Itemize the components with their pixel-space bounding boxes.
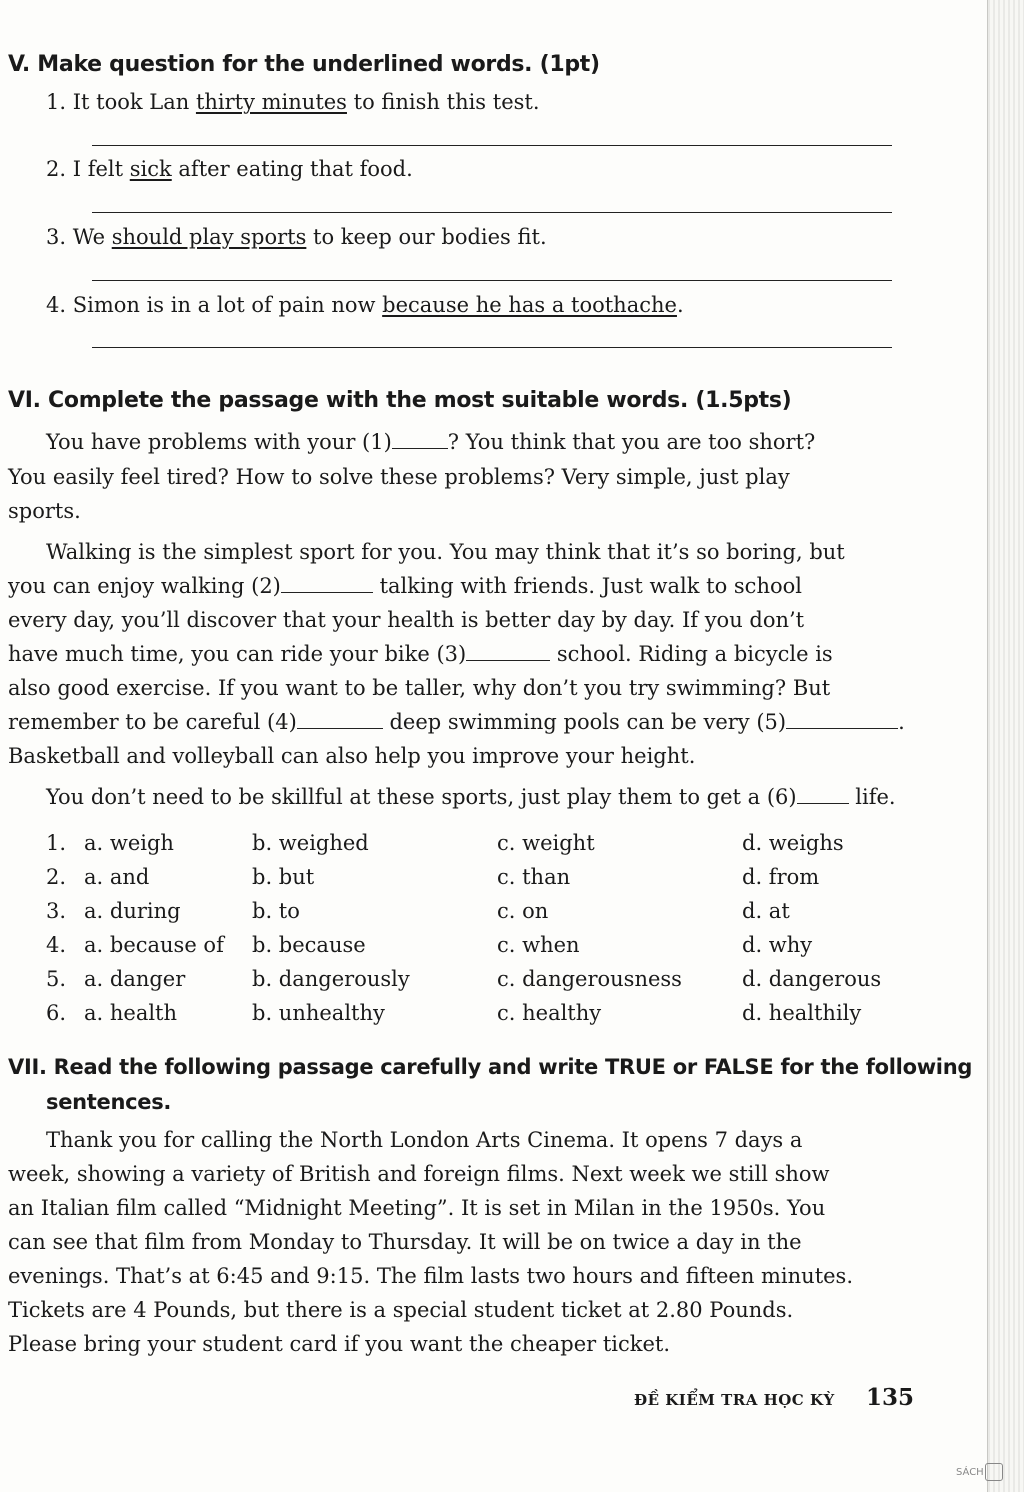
option-3b[interactable]: b. to bbox=[252, 899, 300, 923]
section-5-heading: V. Make question for the underlined words. (1pt) bbox=[8, 52, 600, 77]
reading-line-3: an Italian film called “Midnight Meeting”. It is set in Milan in the 1950s. You bbox=[8, 1196, 826, 1220]
option-4c[interactable]: c. when bbox=[497, 933, 580, 957]
passage-line-11: You don’t need to be skillful at these sports, just play them to get a (6) life. bbox=[46, 785, 896, 809]
blank-4[interactable] bbox=[297, 710, 383, 729]
reading-line-1: Thank you for calling the North London Arts Cinema. It opens 7 days a bbox=[46, 1128, 803, 1152]
passage-line-1: You have problems with your (1) ? You think that you are too short? bbox=[46, 430, 816, 454]
blank-2[interactable] bbox=[281, 574, 373, 593]
section-7-heading: VII. Read the following passage carefully and write TRUE or FALSE for the following bbox=[8, 1055, 973, 1079]
passage-line-7: have much time, you can ride your bike (3) school. Riding a bicycle is bbox=[8, 642, 833, 666]
passage-line-2: You easily feel tired? How to solve these problems? Very simple, just play bbox=[8, 465, 790, 489]
reading-line-6: Tickets are 4 Pounds, but there is a special student ticket at 2.80 Pounds. bbox=[8, 1298, 794, 1322]
reading-line-7: Please bring your student card if you want the cheaper ticket. bbox=[8, 1332, 671, 1356]
option-6d[interactable]: d. healthily bbox=[742, 1001, 862, 1025]
blank-3[interactable] bbox=[466, 642, 550, 661]
watermark-logo: SÁCH bbox=[956, 1463, 1003, 1481]
logo-icon bbox=[985, 1463, 1003, 1481]
section-7-heading-cont: sentences. bbox=[46, 1090, 172, 1114]
option-3c[interactable]: c. on bbox=[497, 899, 549, 923]
option-3a[interactable]: a. during bbox=[84, 899, 181, 923]
option-5b[interactable]: b. dangerously bbox=[252, 967, 410, 991]
passage-line-10: Basketball and volleyball can also help you improve your height. bbox=[8, 744, 696, 768]
option-4a[interactable]: a. because of bbox=[84, 933, 224, 957]
section-5-item-1: 1. It took Lan thirty minutes to finish this test. bbox=[46, 90, 540, 114]
section-5-item-3: 3. We should play sports to keep our bodies fit. bbox=[46, 225, 547, 249]
option-1b[interactable]: b. weighed bbox=[252, 831, 369, 855]
option-1a[interactable]: a. weigh bbox=[84, 831, 174, 855]
answer-line-3[interactable] bbox=[92, 280, 892, 281]
section-5-item-4: 4. Simon is in a lot of pain now because he has a toothache. bbox=[46, 293, 684, 317]
option-5d[interactable]: d. dangerous bbox=[742, 967, 882, 991]
option-6a[interactable]: a. health bbox=[84, 1001, 178, 1025]
reading-line-4: can see that film from Monday to Thursday. It will be on twice a day in the bbox=[8, 1230, 802, 1254]
blank-6[interactable] bbox=[797, 785, 849, 804]
option-2b[interactable]: b. but bbox=[252, 865, 315, 889]
answer-line-2[interactable] bbox=[92, 212, 892, 213]
option-5a[interactable]: a. danger bbox=[84, 967, 186, 991]
option-2a[interactable]: a. and bbox=[84, 865, 150, 889]
passage-line-3: sports. bbox=[8, 499, 81, 523]
blank-1[interactable] bbox=[392, 430, 448, 449]
passage-line-5: you can enjoy walking (2) talking with friends. Just walk to school bbox=[8, 574, 802, 598]
section-5-item-2: 2. I felt sick after eating that food. bbox=[46, 157, 413, 181]
book-edge bbox=[987, 0, 1024, 1492]
option-2d[interactable]: d. from bbox=[742, 865, 820, 889]
option-4b[interactable]: b. because bbox=[252, 933, 366, 957]
option-1d[interactable]: d. weighs bbox=[742, 831, 844, 855]
passage-line-8: also good exercise. If you want to be taller, why don’t you try swimming? But bbox=[8, 676, 831, 700]
passage-line-6: every day, you’ll discover that your health is better day by day. If you don’t bbox=[8, 608, 805, 632]
footer-title: ĐỀ KIỂM TRA HỌC KỲ bbox=[634, 1391, 835, 1409]
reading-line-5: evenings. That’s at 6:45 and 9:15. The film lasts two hours and fifteen minutes. bbox=[8, 1264, 854, 1288]
option-5c[interactable]: c. dangerousness bbox=[497, 967, 682, 991]
answer-line-4[interactable] bbox=[92, 347, 892, 348]
passage-line-9: remember to be careful (4) deep swimming pools can be very (5) . bbox=[8, 710, 905, 734]
page-number: 135 bbox=[866, 1384, 915, 1411]
option-6c[interactable]: c. healthy bbox=[497, 1001, 602, 1025]
passage-line-4: Walking is the simplest sport for you. You may think that it’s so boring, but bbox=[46, 540, 845, 564]
option-4d[interactable]: d. why bbox=[742, 933, 813, 957]
answer-line-1[interactable] bbox=[92, 145, 892, 146]
reading-line-2: week, showing a variety of British and foreign films. Next week we still show bbox=[8, 1162, 830, 1186]
option-3d[interactable]: d. at bbox=[742, 899, 790, 923]
option-6b[interactable]: b. unhealthy bbox=[252, 1001, 385, 1025]
option-1c[interactable]: c. weight bbox=[497, 831, 595, 855]
worksheet-page: V. Make question for the underlined words. (1pt) 1. It took Lan thirty minutes to finish this test. 2. I felt sick after eating that food. 3. We should play sports to keep our bodies fit. 4. Simon is in a lot of pain now because he has a toothache. VI. Complete the passage with the most suitable words. (1.5pts) You have problems with your (1) ? You think that you are too short? You easily feel tired? How to solve these problems? Very simple, just play sports. Walking is the simplest sport for you. You may think that it’s so boring, but you can enjoy walking (2) talking with friends. Just walk to school every day, you’ll discover that your health is better day by day. If you don’t have much time, you can ride your bike (3) school. Riding a bicycle is also good exercise. If you want to be taller, why don’t you try swimming? But remember to be careful (4) deep swimming pools can be very (5) . Basketball and volleyball can also help you improve your height. You don’t need to be skillful at these sports, just play them to get a (6) life. 1. a. weigh b. weighed c. weight d. weighs 2. a. and b. but c. than d. from 3. a. during b. to c. on d. at 4. a. because of b. because c. when d. why 5. a. danger b. dangerously c. dangerousness d. dangerous 6. a. health b. unhealthy c. healthy d. healthily VII. Read the following passage carefully and write TRUE or FALSE for the following sentences. Thank you for calling the North London Arts Cinema. It opens 7 days a week, showing a variety of British and foreign films. Next week we still show an Italian film called “Midnight Meeting”. It is set in Milan in the 1950s. You can see that film from Monday to Thursday. It will be on twice a day in the evenings. That’s at 6:45 and 9:15. The film lasts two hours and fifteen minutes. Tickets are 4 Pounds, but there is a special student ticket at 2.80 Pounds. Please bring your student card if you want the cheaper ticket. ĐỀ KIỂM TRA HỌC KỲ 135 SÁCH bbox=[0, 0, 1024, 1492]
section-6-heading: VI. Complete the passage with the most suitable words. (1.5pts) bbox=[8, 388, 792, 413]
option-2c[interactable]: c. than bbox=[497, 865, 571, 889]
blank-5[interactable] bbox=[786, 710, 898, 729]
